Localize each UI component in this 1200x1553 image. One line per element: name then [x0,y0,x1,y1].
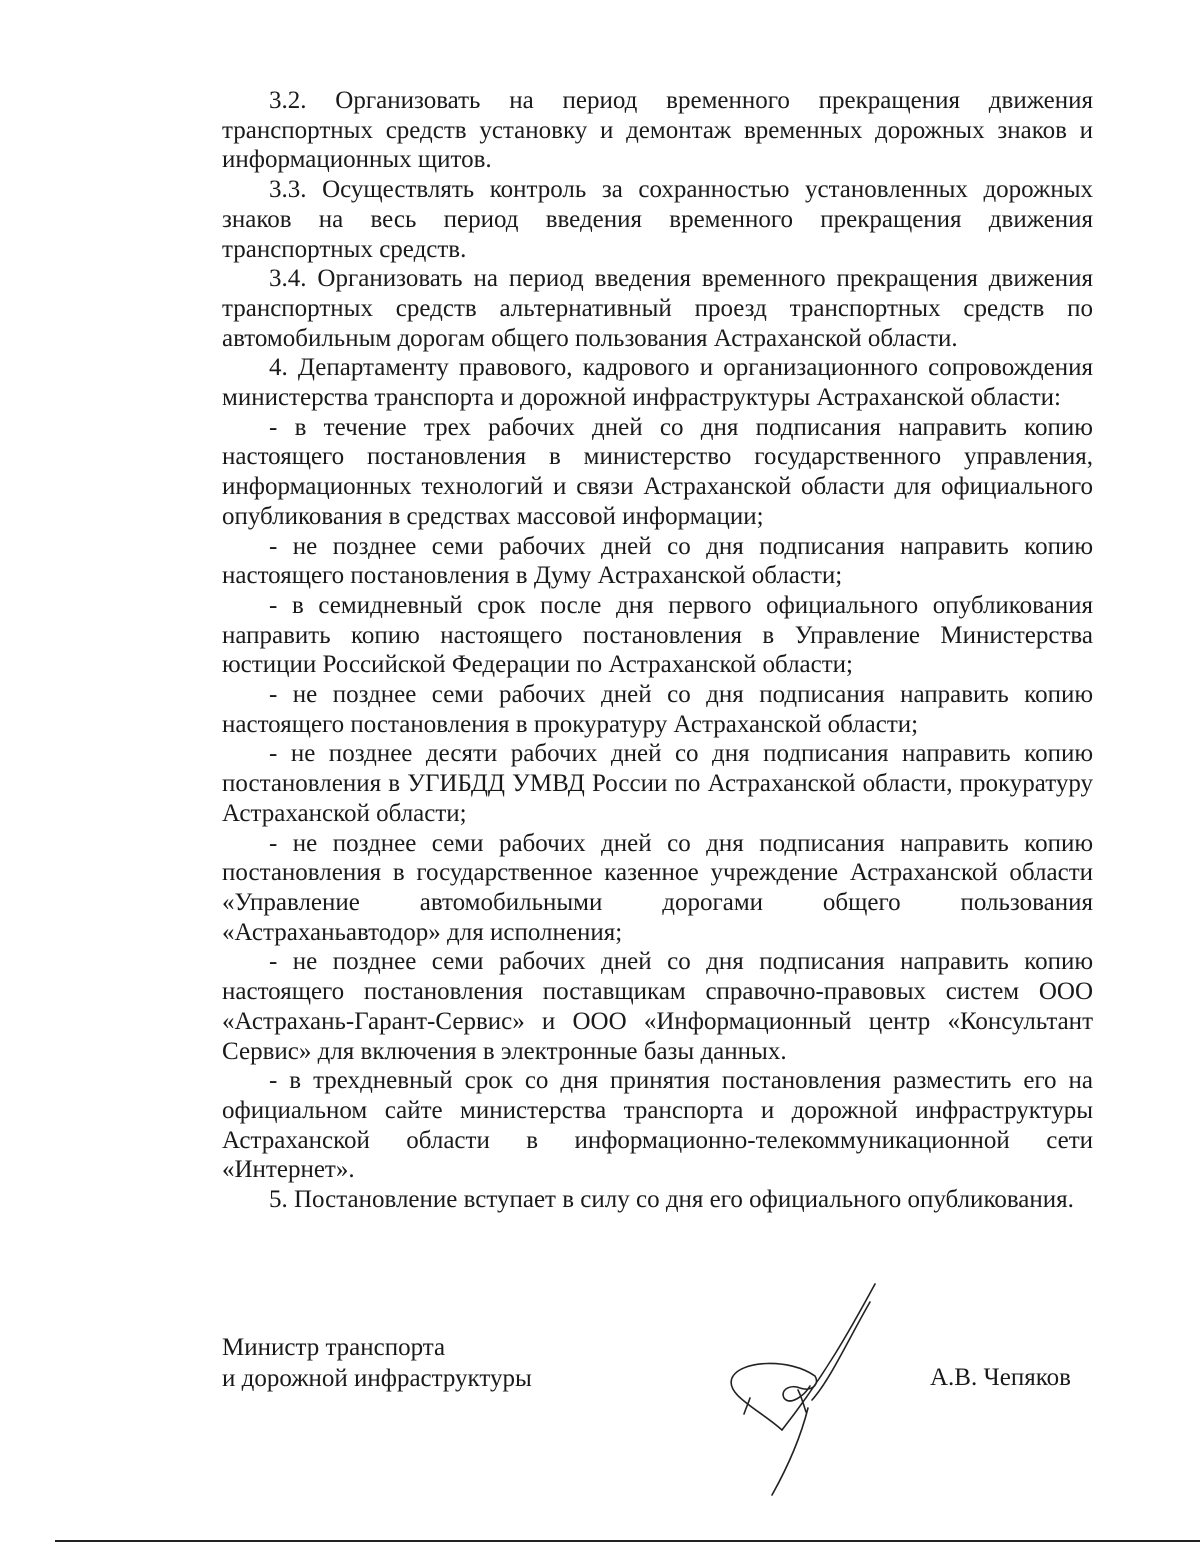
paragraph-3-2: 3.2. Организовать на период временного прекращения движения транспортных средств установку и демонтаж временных дорожных знаков и информационных щитов. [222,87,1093,174]
paragraph-5: 5. Постановление вступает в силу со дня его официального опубликования. [269,1186,1074,1214]
list-item-duma: - не позднее семи рабочих дней со дня подписания направить копию настоящего постановления в Думу Астраханской области; [222,532,1093,590]
document-body [222,86,1093,1215]
list-item-justice: - в семидневный срок после дня первого официального опубликования направить копию настоящего постановления в Управление Министерства юстиции Российской Федерации по Астраханской области; [222,591,1093,679]
handwritten-signature [720,1280,890,1500]
paragraph-4: 4. Департаменту правового, кадрового и организационного сопровождения министерства транспорта и дорожной инфраструктуры Астраханской области: [222,354,1093,412]
signatory-title [222,1332,532,1394]
page-bottom-rule [55,1540,1200,1542]
list-item-publication: - в течение трех рабочих дней со дня подписания направить копию настоящего постановления в министерство государственного управления, информационных технологий и связи Астраханской области для официального опубликования в средствах массовой информации; [222,413,1093,530]
signatory-name: А.В. Чепяков [930,1364,1071,1391]
signatory-title-line1: Министр транспорта [222,1334,446,1361]
list-item-road-agency: - не позднее семи рабочих дней со дня подписания направить копию постановления в государственное казенное учреждение Астраханской области «Управление автомобильными дорогами общего пользования «Астраханьавтодор» для исполнения; [222,829,1093,946]
paragraph-3-4: 3.4. Организовать на период введения временного прекращения движения транспортных средств альтернативный проезд транспортных средств по автомобильным дорогам общего пользования Астраханской области. [222,265,1093,352]
list-item-traffic-police: - не позднее десяти рабочих дней со дня подписания направить копию постановления в УГИБДД УМВД России по Астраханской области, прокуратуру Астраханской области; [222,740,1093,827]
list-item-prosecutor: - не позднее семи рабочих дней со дня подписания направить копию настоящего постановления в прокуратуру Астраханской области; [222,681,1093,738]
list-item-website: - в трехдневный срок со дня принятия постановления разместить его на официальном сайте министерства транспорта и дорожной инфраструктуры Астраханской области в информационно-телекоммуникационной сети «Интернет». [222,1067,1093,1184]
list-item-legal-systems: - не позднее семи рабочих дней со дня подписания направить копию настоящего постановления поставщикам справочно-правовых систем ООО «Астрахань-Гарант-Сервис» и ООО «Информационный центр «Консультант Сервис» для включения в электронные базы данных. [222,948,1093,1065]
signatory-title-line2: и дорожной инфраструктуры [222,1365,532,1392]
paragraph-3-3: 3.3. Осуществлять контроль за сохранностью установленных дорожных знаков на весь период введения временного прекращения движения транспортных средств. [222,176,1093,263]
